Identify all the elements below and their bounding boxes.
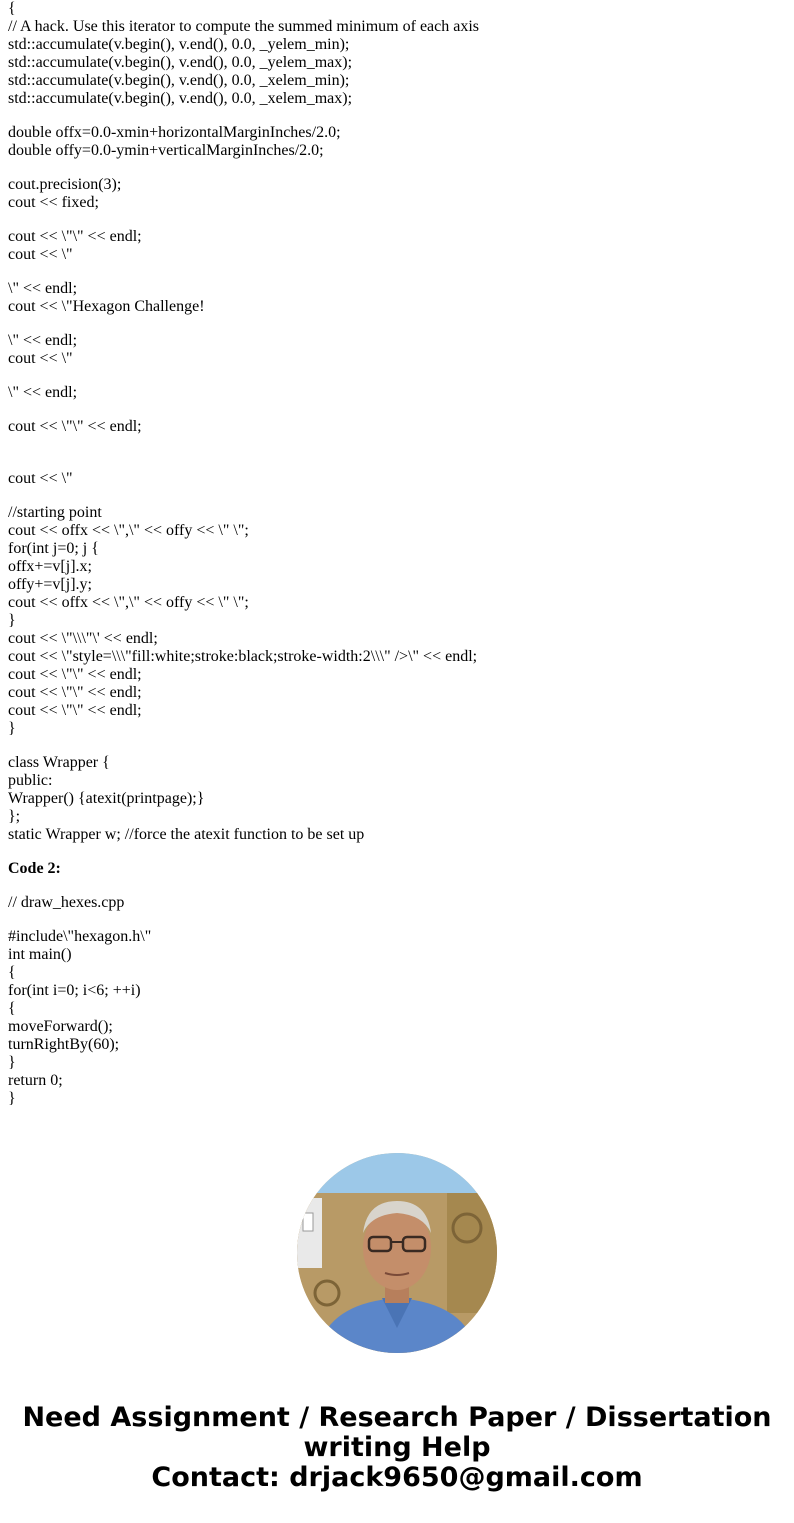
- code-line: {: [8, 0, 16, 17]
- code-line: cout.precision(3);: [8, 176, 122, 193]
- code-block: [8, 928, 794, 1108]
- code-line: cout << \": [8, 246, 73, 263]
- code-line: cout << \": [8, 350, 73, 367]
- code-line: \" << endl;: [8, 384, 78, 401]
- promo-line: writing Help: [303, 1432, 491, 1463]
- code-line: cout << fixed;: [8, 194, 99, 211]
- code-block: [8, 124, 794, 160]
- code-block: [8, 418, 794, 454]
- code-line: // A hack. Use this iterator to compute the summed minimum of each axis: [8, 18, 480, 35]
- code-line: cout << \"\\\"\' << endl;: [8, 630, 158, 647]
- code-line: turnRightBy(60);: [8, 1036, 120, 1053]
- code-line: {: [8, 1000, 16, 1017]
- code-line: // draw_hexes.cpp: [8, 894, 125, 911]
- code-line: };: [8, 808, 21, 825]
- code-line: }: [8, 720, 16, 737]
- code-line: double offy=0.0-ymin+verticalMarginInches/2.0;: [8, 142, 324, 159]
- code-line: cout << offx << \",\" << offy << \" \";: [8, 522, 249, 539]
- code-line: cout << offx << \",\" << offy << \" \";: [8, 594, 249, 611]
- code-line: cout << \"Hexagon Challenge!: [8, 298, 205, 315]
- code-line: int main(): [8, 946, 72, 963]
- code-block: [8, 470, 794, 488]
- code-line: cout << \"\" << endl;: [8, 228, 142, 245]
- code-line: return 0;: [8, 1072, 63, 1089]
- code-line: Wrapper() {atexit(printpage);}: [8, 790, 205, 807]
- spacer: [8, 436, 794, 454]
- code-line: cout << \"\" << endl;: [8, 666, 142, 683]
- code-line: class Wrapper {: [8, 754, 110, 771]
- code-block: [8, 228, 794, 264]
- code-line: {: [8, 964, 16, 981]
- code-line: std::accumulate(v.begin(), v.end(), 0.0, _yelem_max);: [8, 54, 353, 71]
- code-line: }: [8, 612, 16, 629]
- code-block: [8, 384, 794, 402]
- code-line: public:: [8, 772, 53, 789]
- code-line: double offx=0.0-xmin+horizontalMarginInches/2.0;: [8, 124, 341, 141]
- code-line: cout << \": [8, 470, 73, 487]
- code-block: [8, 332, 794, 368]
- promo-contact: Contact: drjack9650@gmail.com: [151, 1462, 643, 1493]
- code-line: offy+=v[j].y;: [8, 576, 92, 593]
- code-line: }: [8, 1090, 16, 1107]
- code-line: \" << endl;: [8, 280, 78, 297]
- promo-banner: [0, 1403, 794, 1493]
- code-block: [8, 0, 794, 108]
- code-line: std::accumulate(v.begin(), v.end(), 0.0, _yelem_min);: [8, 36, 350, 53]
- code-line: //starting point: [8, 504, 102, 521]
- code-line: static Wrapper w; //force the atexit function to be set up: [8, 826, 365, 843]
- code-block: [8, 280, 794, 316]
- code-line: std::accumulate(v.begin(), v.end(), 0.0, _xelem_max);: [8, 90, 353, 107]
- code-block: [8, 754, 794, 844]
- code-line: cout << \"\" << endl;: [8, 684, 142, 701]
- code-line: for(int j=0; j {: [8, 540, 99, 557]
- code-line: std::accumulate(v.begin(), v.end(), 0.0, _xelem_min);: [8, 72, 350, 89]
- person-portrait-icon: [297, 1153, 497, 1353]
- code-block: [8, 176, 794, 212]
- author-avatar: [297, 1153, 497, 1353]
- section-heading: Code 2:: [8, 860, 61, 877]
- code-line: #include\"hexagon.h\": [8, 928, 152, 945]
- code-line: }: [8, 1054, 16, 1071]
- code-line: offx+=v[j].x;: [8, 558, 92, 575]
- code-block: [8, 504, 794, 738]
- code-line: cout << \"\" << endl;: [8, 702, 142, 719]
- promo-line: Need Assignment / Research Paper / Dissertation: [22, 1402, 772, 1433]
- section-heading-block: [8, 860, 794, 878]
- code-block: [8, 894, 794, 912]
- code-line: moveForward();: [8, 1018, 113, 1035]
- code-line: \" << endl;: [8, 332, 78, 349]
- code-line: cout << \"\" << endl;: [8, 418, 142, 435]
- code-line: for(int i=0; i<6; ++i): [8, 982, 141, 999]
- code-line: cout << \"style=\\\"fill:white;stroke:black;stroke-width:2\\\" />\" << endl;: [8, 648, 478, 665]
